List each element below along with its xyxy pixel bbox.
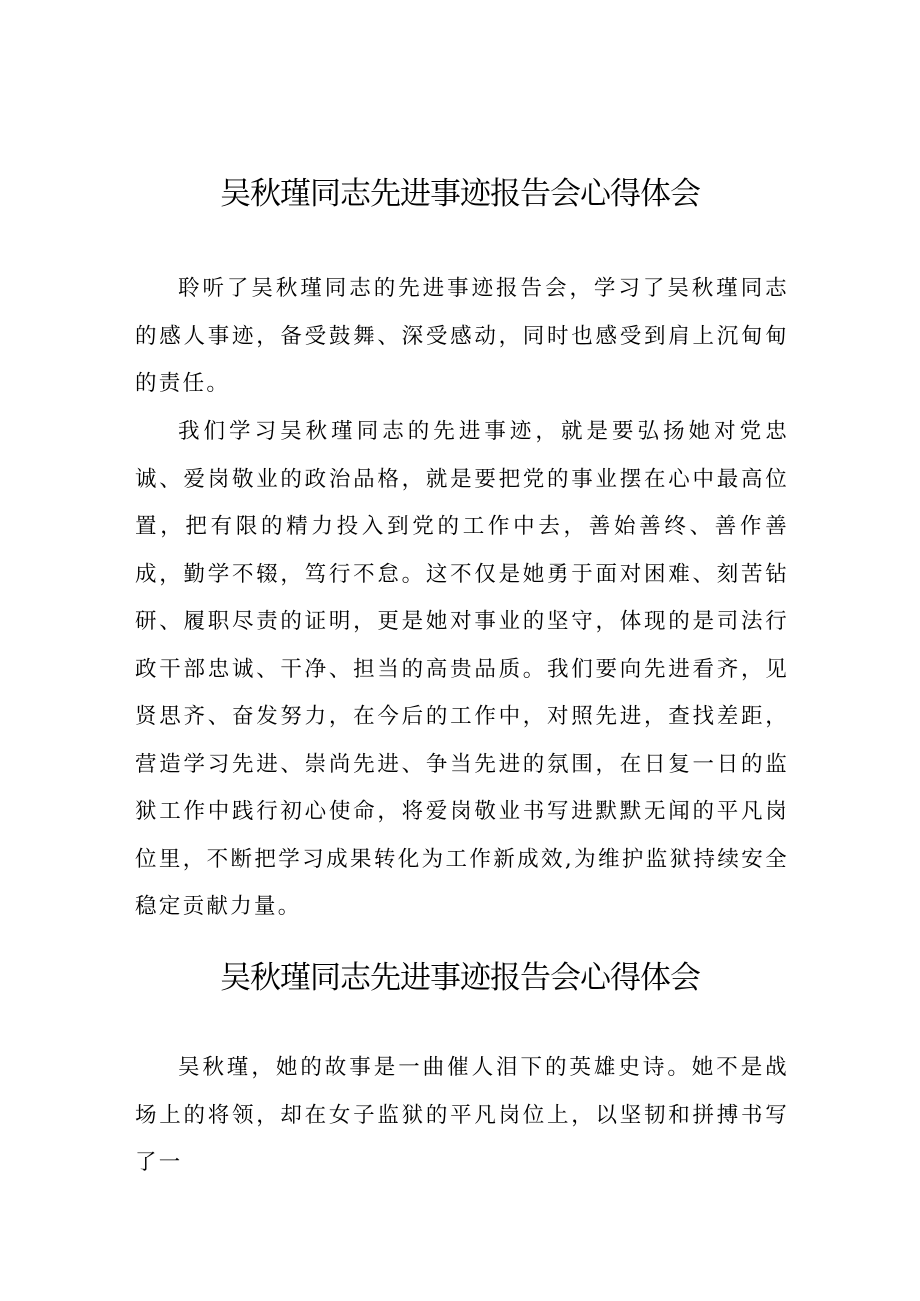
- section-1-paragraph-2: 我们学习吴秋瑾同志的先进事迹，就是要弘扬她对党忠诚、爱岗敬业的政治品格，就是要把党的事业摆在心中最高位置，把有限的精力投入到党的工作中去，善始善终、善作善成，勤学不辍，笃行不怠。这不仅是她勇于面对困难、刻苦钻研、履职尽责的证明，更是她对事业的坚守，体现的是司法行政干部忠诚、干净、担当的高贵品质。我们要向先进看齐，见贤思齐、奋发努力，在今后的工作中，对照先进，查找差距，营造学习先进、崇尚先进、争当先进的氛围，在日复一日的监狱工作中践行初心使命，将爱岗敬业书写进默默无闻的平凡岗位里，不断把学习成果转化为工作新成效,为维护监狱持续安全稳定贡献力量。: [135, 419, 789, 919]
- section-1-title: 吴秋瑾同志先进事迹报告会心得体会: [220, 176, 700, 212]
- section-1-paragraph-1: 聆听了吴秋瑾同志的先进事迹报告会，学习了吴秋瑾同志的感人事迹，备受鼓舞、深受感动，同时也感受到肩上沉甸甸的责任。: [135, 276, 789, 396]
- section-2-paragraph-1: 吴秋瑾，她的故事是一曲催人泪下的英雄史诗。她不是战场上的将领，却在女子监狱的平凡岗位上，以坚韧和拼搏书写了一: [135, 1055, 789, 1175]
- section-2-title: 吴秋瑾同志先进事迹报告会心得体会: [220, 960, 700, 996]
